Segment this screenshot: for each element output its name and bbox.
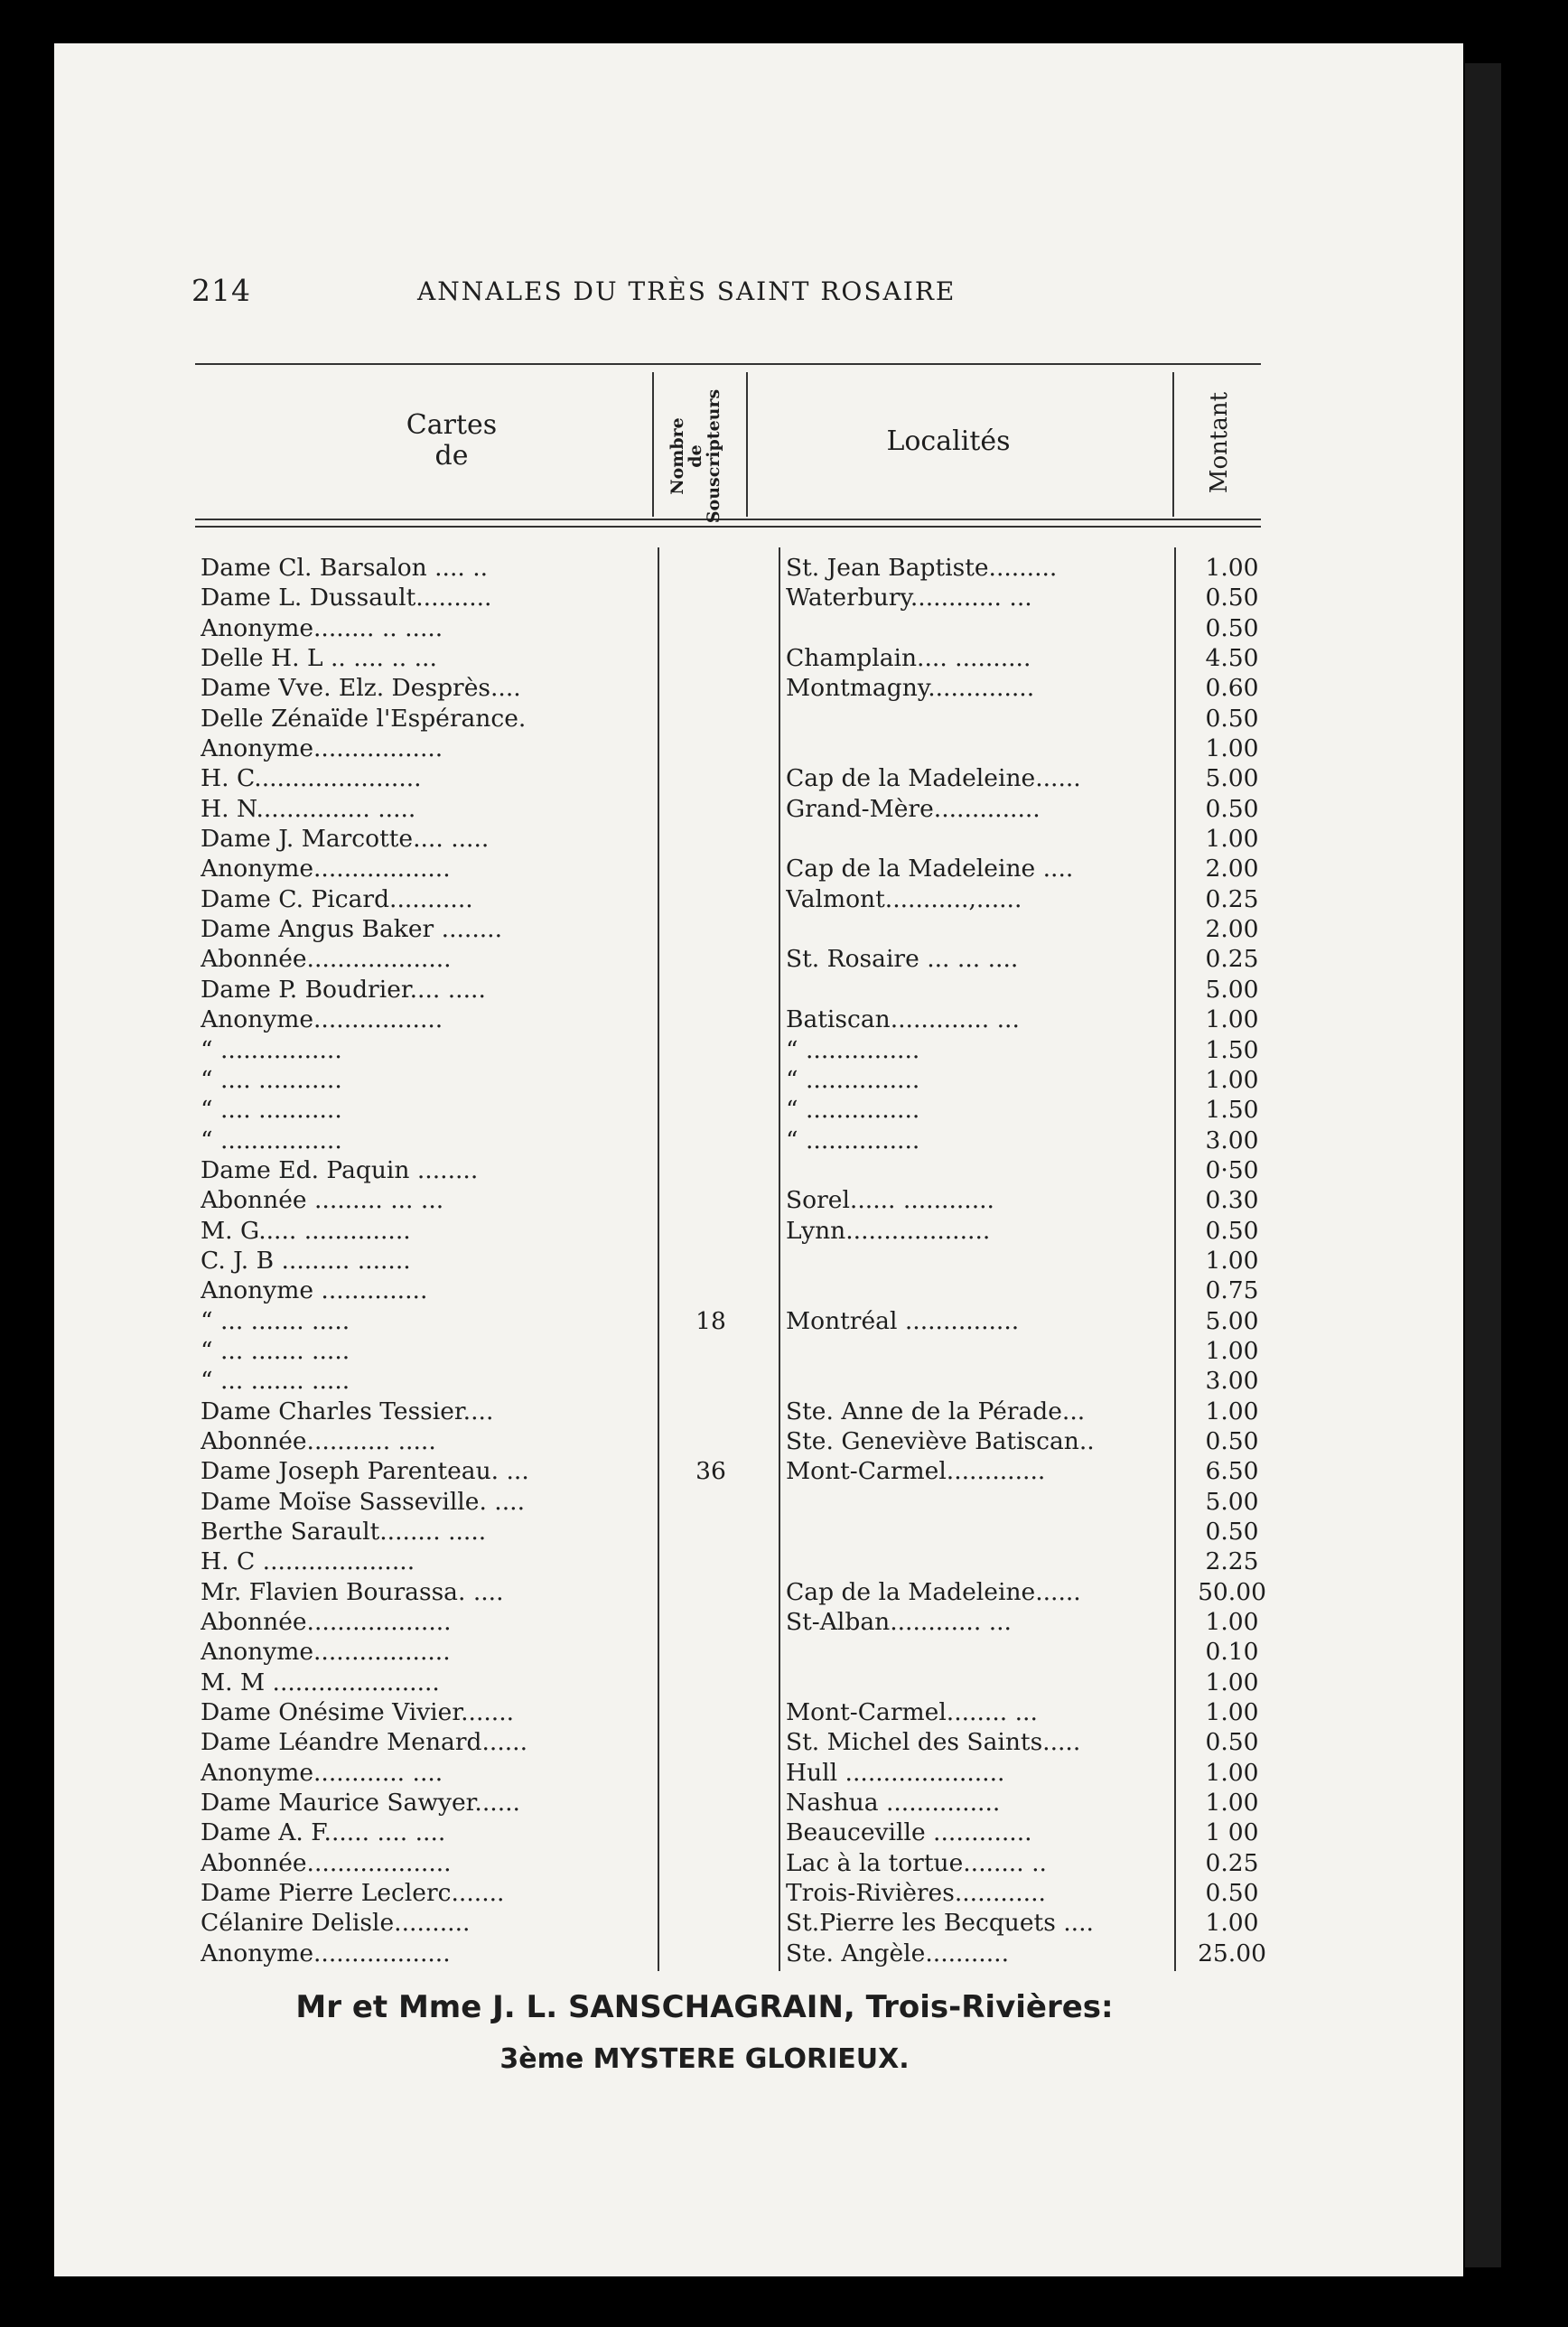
row-name: Dame Moïse Sasseville. .... <box>201 1487 526 1516</box>
row-name: Delle H. L .. .... .. ... <box>201 644 437 673</box>
table-row <box>201 643 1284 673</box>
row-amount: 1.00 <box>1205 1909 1259 1938</box>
row-amount: 0·50 <box>1205 1155 1259 1184</box>
row-name: C. J. B ......... ....... <box>201 1246 411 1275</box>
row-locality: Montmagny.............. <box>786 674 1035 703</box>
row-name: M. G..... .............. <box>201 1216 411 1245</box>
row-amount: 1.00 <box>1205 1246 1259 1275</box>
row-amount: 1 00 <box>1205 1818 1259 1847</box>
row-locality: Grand-Mère.............. <box>786 794 1041 823</box>
row-amount: 4.50 <box>1205 644 1259 673</box>
row-amount: 50.00 <box>1198 1577 1266 1606</box>
row-locality: Batiscan............. ... <box>786 1005 1020 1034</box>
table-top-rule <box>195 363 1261 365</box>
row-name: “ ................ <box>201 1035 342 1064</box>
table-row <box>201 944 1284 974</box>
table-row <box>201 583 1284 612</box>
row-locality: Ste. Geneviève Batiscan.. <box>786 1426 1095 1455</box>
row-locality: Lynn................... <box>786 1216 991 1245</box>
table-row <box>201 763 1284 793</box>
table-row <box>201 1908 1284 1938</box>
row-amount: 1.00 <box>1205 825 1259 854</box>
row-amount: 0.50 <box>1205 1426 1259 1455</box>
row-amount: 1.00 <box>1205 1608 1259 1637</box>
header-divider <box>1172 372 1174 517</box>
table-row <box>201 1216 1284 1246</box>
row-locality: Cap de la Madeleine...... <box>786 764 1081 793</box>
row-amount: 0.50 <box>1205 1728 1259 1757</box>
row-name: Anonyme................. <box>201 1005 443 1034</box>
column-header-nombre: Nombre de Souscripteurs <box>667 388 723 524</box>
row-amount: 2.00 <box>1205 855 1259 883</box>
row-name: Dame Joseph Parenteau. ... <box>201 1457 529 1486</box>
row-amount: 0.60 <box>1205 674 1259 703</box>
row-amount: 1.00 <box>1205 1336 1259 1365</box>
row-subscribers: 36 <box>695 1457 726 1486</box>
row-locality: St.Pierre les Becquets .... <box>786 1909 1094 1938</box>
table-row <box>201 1547 1284 1576</box>
column-header-montant: Montant <box>1206 391 1233 494</box>
row-amount: 0.25 <box>1205 945 1259 974</box>
row-locality: Lac à la tortue........ .. <box>786 1848 1047 1877</box>
table-row <box>201 1035 1284 1065</box>
table-row <box>201 1095 1284 1125</box>
header-divider <box>746 372 748 517</box>
row-locality: St. Rosaire ... ... .... <box>786 945 1019 974</box>
page-header <box>191 273 1050 318</box>
row-amount: 3.00 <box>1205 1367 1259 1396</box>
page-number: 214 <box>191 273 251 308</box>
table-row <box>201 884 1284 914</box>
table-row <box>201 1668 1284 1697</box>
table-row <box>201 1697 1284 1727</box>
row-amount: 0.75 <box>1205 1276 1259 1305</box>
row-name: Dame C. Picard........... <box>201 884 473 913</box>
row-locality: Beauceville ............. <box>786 1818 1032 1847</box>
row-amount: 25.00 <box>1198 1939 1266 1967</box>
row-name: Abonnée................... <box>201 945 452 974</box>
row-amount: 5.00 <box>1205 975 1259 1004</box>
table-row <box>201 1456 1284 1486</box>
table-row <box>201 1397 1284 1426</box>
table-row <box>201 854 1284 883</box>
table-row <box>201 1517 1284 1547</box>
row-name: H. C .................... <box>201 1547 415 1576</box>
donor-heading: Mr et Mme J. L. SANSCHAGRAIN, Trois-Rivières: <box>295 1989 1114 2025</box>
row-name: Abonnée ......... ... ... <box>201 1186 444 1215</box>
row-name: “ ... ....... ..... <box>201 1367 350 1396</box>
row-name: Anonyme.................. <box>201 855 451 883</box>
table-row <box>201 1005 1284 1034</box>
row-locality: “ ............... <box>786 1126 920 1154</box>
table-row <box>201 975 1284 1005</box>
row-amount: 3.00 <box>1205 1126 1259 1154</box>
row-amount: 0.50 <box>1205 704 1259 733</box>
row-amount: 1.00 <box>1205 1789 1259 1818</box>
table-row <box>201 734 1284 763</box>
row-name: Dame Léandre Menard...... <box>201 1728 528 1757</box>
row-name: Dame Angus Baker ........ <box>201 915 503 944</box>
row-name: Dame J. Marcotte.... ..... <box>201 825 490 854</box>
row-locality: Montréal ............... <box>786 1306 1020 1335</box>
row-name: “ .... ........... <box>201 1096 342 1125</box>
row-name: H. C...................... <box>201 764 422 793</box>
row-locality: St. Michel des Saints..... <box>786 1728 1081 1757</box>
row-name: Abonnée................... <box>201 1848 452 1877</box>
row-locality: Mont-Carmel............. <box>786 1457 1046 1486</box>
row-locality: Nashua ............... <box>786 1789 1001 1818</box>
row-amount: 0.50 <box>1205 584 1259 612</box>
row-amount: 1.00 <box>1205 554 1259 582</box>
row-amount: 5.00 <box>1205 1487 1259 1516</box>
table-row <box>201 794 1284 824</box>
row-locality: Cap de la Madeleine...... <box>786 1577 1081 1606</box>
table-row <box>201 673 1284 703</box>
row-name: Anonyme.................. <box>201 1939 451 1967</box>
table-row <box>201 1065 1284 1095</box>
row-name: Mr. Flavien Bourassa. .... <box>201 1577 504 1606</box>
table-row <box>201 1939 1284 1968</box>
row-amount: 6.50 <box>1205 1457 1259 1486</box>
row-name: Abonnée................... <box>201 1608 452 1637</box>
table-row <box>201 1246 1284 1276</box>
row-locality: St-Alban............ ... <box>786 1608 1012 1637</box>
row-locality: Trois-Rivières............ <box>786 1879 1046 1908</box>
table-row <box>201 1727 1284 1757</box>
table-row <box>201 1306 1284 1336</box>
row-name: Dame L. Dussault.......... <box>201 584 492 612</box>
table-row <box>201 1607 1284 1637</box>
table-row <box>201 704 1284 734</box>
row-name: Dame Charles Tessier.... <box>201 1397 494 1425</box>
table-row <box>201 1637 1284 1667</box>
row-name: Dame Cl. Barsalon .... .. <box>201 554 489 582</box>
row-amount: 2.25 <box>1205 1547 1259 1576</box>
row-locality: St. Jean Baptiste......... <box>786 554 1058 582</box>
running-title: ANNALES DU TRÈS SAINT ROSAIRE <box>417 276 957 306</box>
row-name: Dame Onésime Vivier....... <box>201 1698 515 1727</box>
row-locality: “ ............... <box>786 1065 920 1094</box>
row-amount: 1.50 <box>1205 1096 1259 1125</box>
row-locality: Ste. Anne de la Pérade... <box>786 1397 1086 1425</box>
table-row <box>201 1276 1284 1305</box>
row-locality: Ste. Angèle........... <box>786 1939 1010 1967</box>
row-name: Delle Zénaïde l'Espérance. <box>201 704 527 733</box>
column-header-cartes: Cartes de <box>406 409 498 472</box>
mystery-heading: 3ème MYSTERE GLORIEUX. <box>499 2043 910 2075</box>
row-amount: 0.50 <box>1205 1216 1259 1245</box>
row-amount: 0.50 <box>1205 1518 1259 1546</box>
row-locality: “ ............... <box>786 1035 920 1064</box>
row-locality: Champlain.... .......... <box>786 644 1031 673</box>
row-amount: 1.00 <box>1205 734 1259 763</box>
row-name: M. M ...................... <box>201 1668 440 1696</box>
row-amount: 5.00 <box>1205 1306 1259 1335</box>
row-name: Berthe Sarault........ ..... <box>201 1518 487 1546</box>
row-amount: 0.25 <box>1205 1848 1259 1877</box>
table-row <box>201 1487 1284 1517</box>
row-amount: 1.00 <box>1205 1758 1259 1787</box>
row-name: Anonyme............ .... <box>201 1758 443 1787</box>
table-row <box>201 1577 1284 1607</box>
column-header-localites: Localités <box>886 425 1011 457</box>
row-amount: 5.00 <box>1205 764 1259 793</box>
table-row <box>201 1848 1284 1878</box>
row-amount: 1.00 <box>1205 1005 1259 1034</box>
row-amount: 0.50 <box>1205 613 1259 642</box>
table-row <box>201 1878 1284 1908</box>
row-locality: “ ............... <box>786 1096 920 1125</box>
row-locality: Sorel...... ............ <box>786 1186 994 1215</box>
row-amount: 1.00 <box>1205 1065 1259 1094</box>
row-amount: 1.00 <box>1205 1698 1259 1727</box>
row-locality: Mont-Carmel........ ... <box>786 1698 1038 1727</box>
row-amount: 0.50 <box>1205 1879 1259 1908</box>
row-name: “ .... ........... <box>201 1065 342 1094</box>
table-row <box>201 1788 1284 1818</box>
table-row <box>201 1366 1284 1396</box>
table-row <box>201 914 1284 944</box>
row-name: Dame P. Boudrier.... ..... <box>201 975 486 1004</box>
table-row <box>201 553 1284 583</box>
row-amount: 0.50 <box>1205 794 1259 823</box>
table-row <box>201 1426 1284 1456</box>
row-name: Dame Ed. Paquin ........ <box>201 1155 479 1184</box>
row-amount: 0.10 <box>1205 1638 1259 1667</box>
header-divider <box>652 372 654 517</box>
table-row <box>201 1818 1284 1847</box>
table-row <box>201 1758 1284 1788</box>
row-locality: Waterbury............ ... <box>786 584 1032 612</box>
row-name: “ ................ <box>201 1126 342 1154</box>
row-name: Dame A. F...... .... .... <box>201 1818 446 1847</box>
row-amount: 1.00 <box>1205 1397 1259 1425</box>
row-amount: 0.30 <box>1205 1186 1259 1215</box>
row-name: Anonyme........ .. ..... <box>201 613 443 642</box>
row-name: Anonyme .............. <box>201 1276 428 1305</box>
table-header-rule-double <box>195 526 1261 528</box>
row-name: Anonyme.................. <box>201 1638 451 1667</box>
row-amount: 1.00 <box>1205 1668 1259 1696</box>
row-name: Anonyme................. <box>201 734 443 763</box>
row-name: “ ... ....... ..... <box>201 1306 350 1335</box>
row-amount: 2.00 <box>1205 915 1259 944</box>
table-row <box>201 613 1284 643</box>
row-amount: 1.50 <box>1205 1035 1259 1064</box>
table-row <box>201 1336 1284 1366</box>
row-name: H. N............... ..... <box>201 794 416 823</box>
table-row <box>201 824 1284 854</box>
table-row <box>201 1126 1284 1155</box>
table-row <box>201 1155 1284 1185</box>
row-name: Abonnée........... ..... <box>201 1426 436 1455</box>
row-name: Dame Maurice Sawyer...... <box>201 1789 520 1818</box>
row-locality: Hull ..................... <box>786 1758 1005 1787</box>
row-name: “ ... ....... ..... <box>201 1336 350 1365</box>
row-name: Dame Vve. Elz. Desprès.... <box>201 674 521 703</box>
row-subscribers: 18 <box>695 1306 726 1335</box>
subscription-table <box>201 553 1284 1968</box>
page-edge-shadow <box>1465 63 1501 2267</box>
row-amount: 0.25 <box>1205 884 1259 913</box>
row-locality: Valmont...........,...... <box>786 884 1022 913</box>
row-locality: Cap de la Madeleine .... <box>786 855 1074 883</box>
row-name: Célanire Delisle.......... <box>201 1909 471 1938</box>
row-name: Dame Pierre Leclerc....... <box>201 1879 505 1908</box>
table-row <box>201 1185 1284 1215</box>
